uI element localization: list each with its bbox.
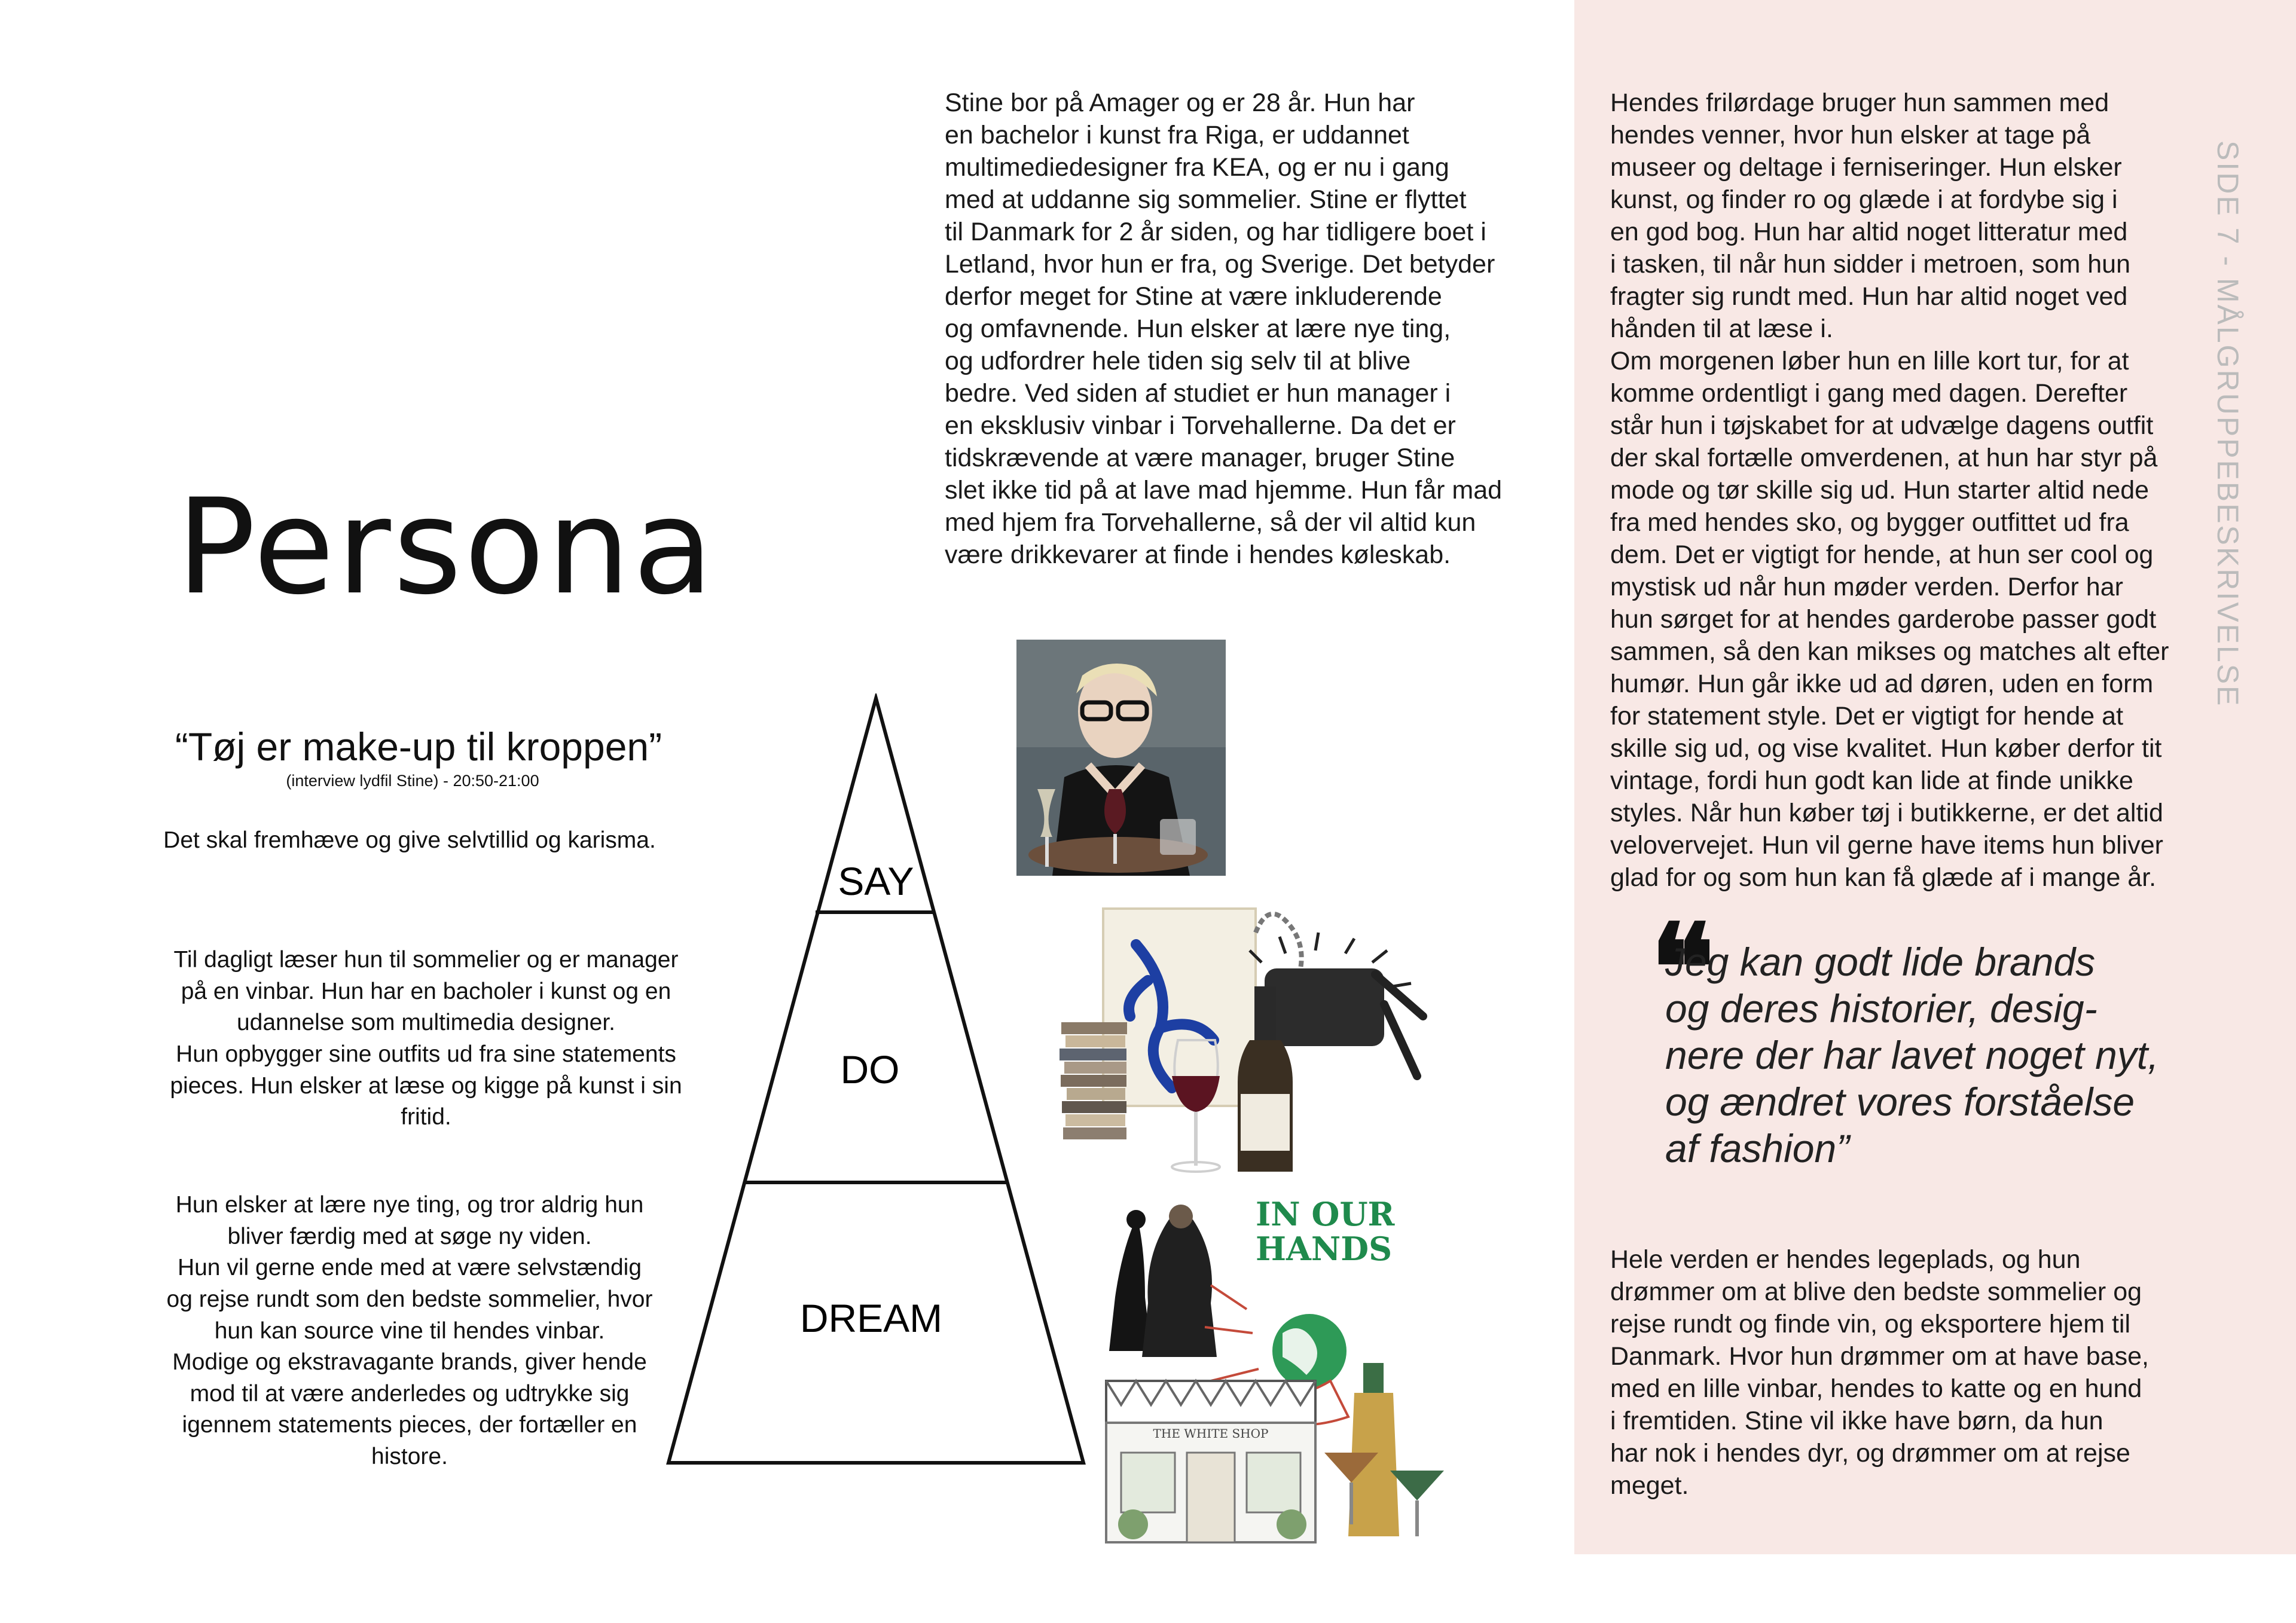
magazine-title [1256,1202,1406,1268]
pyramid-label-dream: DREAM [799,1296,943,1340]
shop-sign: THE WHITE SHOP [1153,1426,1269,1441]
book-stack [1060,1022,1127,1139]
magazine-title-line-2: HANDS [1256,1230,1393,1268]
dream-description: Hun elsker at lære nye ting, og tror aldrig hun bliver færdig med at søge ny viden. Hun vil gerne ende med at være selvstændig og rejse rundt som den bedste sommelier, hvor hun kan source vine til hendes vinbar. Modige og ekstravagante brands, giver hende mod til at være anderledes og udtrykke sig igennem statements pieces, der fortæller en histore. [166,1192,653,1470]
persona-portrait-photo [1016,640,1226,876]
quote-mark-icon: ❝ [1650,898,1715,1038]
persona-daily-life-text: Hendes frilørdage bruger hun sammen med hendes venner, hvor hun elsker at tage på museer og deltage i ferniseringer. Hun elsker kunst, og finder ro og glæde i at fordybe sig i en god bog. Hun har altid noget litteratur med i tasken, til når hun sidder i metroen, som hun fragter sig rundt med. Hun har altid noget ved hånden til at læse i. Om morgenen løber hun en lille kort tur, for at komme ordentligt i gang med dagen. Derefter står hun i tøjskabet for at udvælge dagens outfit der skal fortælle omverdenen, at hun har styr på mode og tør skille sig ud. Hun starter altid nede fra med hendes sko, og bygger outfittet ud fra dem. Det er vigtigt for hende, at hun ser cool og mystisk ud når hun møder verden. Derfor har hun sørget for at hendes garderobe passer godt sammen, så den kan mikses og matches alt efter humør. Hun går ikke ud ad døren, uden en form for statement style. Det er vigtigt for hende at skille sig ud, og vise kvalitet. Hun køber derfor tit vintage, fordi hun godt kan lide at finde unikke styles. Når hun køber tøj i butikkerne, er det altid velovervejet. Hun vil gerne have items hun bliver glad for og som hun kan få glæde af i mange år. [1610,88,2169,892]
quote-source: (interview lydfil Stine) - 20:50-21:00 [286,772,539,790]
say-description: Det skal fremhæve og give selvtillid og karisma. [163,827,656,853]
persona-intro-text: Stine bor på Amager og er 28 år. Hun har en bachelor i kunst fra Riga, er uddannet multimediedesigner fra KEA, og er nu i gang med at uddanne sig sommelier. Stine er flyttet til Danmark for 2 år siden, og har tidligere boet i Letland, hvor hun er fra, og Sverige. Det betyder derfor meget for Stine at være inkluderende og omfavnende. Hun elsker at lære nye ting, og udfordrer hele tiden sig selv til at blive bedre. Ved siden af studiet er hun manager i en eksklusiv vinbar i Torvehallerne. Da det er tidskrævende at være manager, bruger Stine slet ikke tid på at lave mad hjemme. Hun får mad med hjem fra Torvehallerne, så der vil altid kun være drikkevarer at finde i hendes køleskab. [945,88,1503,569]
cocktail-illustration [1324,1363,1444,1536]
pyramid-label-do: DO [840,1047,900,1092]
pull-quote: Jeg kan godt lide brands og deres historier, desig- nere der har lavet noget nyt, og ændret vores forståelse af fashion” [1665,940,2159,1170]
fashion-and-lifestyle-collage [1097,1202,1450,1554]
do-description: Til dagligt læser hun til sommelier og er manager på en vinbar. Hun har en bacholer i kunst og en udannelse som multimedia designer. Hun opbygger sine outfits ud fra sine statements pieces. Hun elsker at læse og kigge på kunst i sin fritid. [170,947,682,1130]
magazine-title-line-1: IN OUR [1256,1202,1395,1233]
pyramid-label-say: SAY [838,859,914,903]
art-and-wine-collage [1058,897,1429,1178]
persona-quote: “Tøj er make-up til kroppen” [175,725,662,769]
side-label-text: SIDE 7 - MÅLGRUPPEBESKRIVELSE [2211,140,2245,708]
persona-dream-text: Hele verden er hendes legeplads, og hun drømmer om at blive den bedste sommelier og rejse rundt og finde vin, og eksportere hjem til Danmark. Hvor hun drømmer om at have base, med en lille vinbar, hendes to katte og en hund i fremtiden. Stine vil ikke have børn, da hun har nok i hendes dyr, og drømmer om at rejse meget. [1610,1245,2149,1500]
shop-illustration [1106,1381,1315,1542]
page-side-label [2210,140,2246,738]
fashion-models [1109,1205,1217,1357]
page-title: Persona [176,470,716,623]
